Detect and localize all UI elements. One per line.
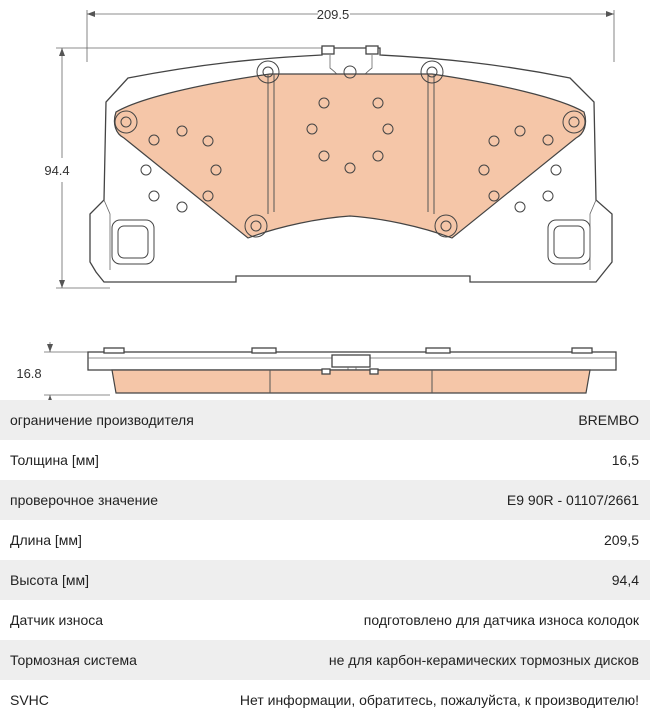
spec-value: не для карбон-керамических тормозных дисков — [328, 652, 639, 668]
spec-value: BREMBO — [578, 412, 639, 428]
spec-label: SVHC — [10, 692, 49, 708]
pad-side-view — [88, 348, 616, 393]
spec-label: Длина [мм] — [10, 532, 82, 548]
spec-label: Тормозная система — [10, 652, 137, 668]
spec-value: 16,5 — [611, 452, 639, 468]
spec-label: Высота [мм] — [10, 572, 89, 588]
spec-row-manufacturer — [0, 400, 650, 440]
spec-value: Нет информации, обратитесь, пожалуйста, к производителю! — [239, 692, 639, 708]
thickness-label: 16.8 — [16, 366, 42, 381]
thickness-dimension — [16, 342, 110, 400]
spec-row-thickness — [0, 440, 650, 480]
spec-row-approval — [0, 480, 650, 520]
spec-row-height — [0, 560, 650, 600]
specifications-table — [0, 400, 650, 720]
spec-row-svhc — [0, 680, 650, 720]
height-label: 94.4 — [44, 163, 70, 178]
spec-value: подготовлено для датчика износа колодок — [363, 612, 639, 628]
spec-row-wear-sensor — [0, 600, 650, 640]
spec-row-brake-system — [0, 640, 650, 680]
spec-value: 209,5 — [603, 532, 639, 548]
spec-label: проверочное значение — [10, 492, 159, 508]
spec-value: E9 90R - 01107/2661 — [506, 492, 639, 508]
spec-label: ограничение производителя — [10, 412, 194, 428]
spec-label: Датчик износа — [10, 612, 104, 628]
spec-label: Толщина [мм] — [10, 452, 99, 468]
spec-value: 94,4 — [611, 572, 639, 588]
width-label: 209.5 — [316, 7, 350, 22]
spec-row-length — [0, 520, 650, 560]
